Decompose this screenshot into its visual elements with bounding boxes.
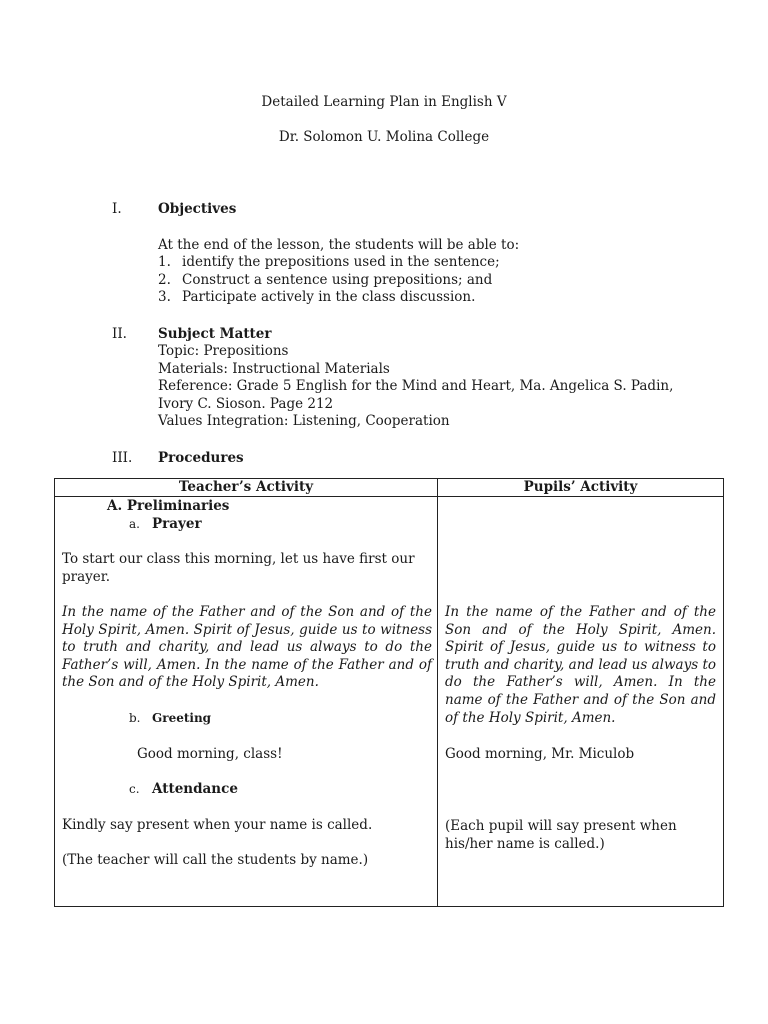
objective-item: 3. Participate actively in the class discussion. <box>158 289 476 306</box>
objective-item: 2. Construct a sentence using prepositions; and <box>158 271 493 288</box>
table-row <box>55 497 724 907</box>
school-name: Dr. Solomon U. Molina College <box>278 129 490 145</box>
preliminaries-heading: A. Preliminaries <box>107 498 230 514</box>
attendance-note: (The teacher will call the students by name.) <box>62 852 369 868</box>
objectives-list <box>158 254 738 307</box>
attendance-label: c. <box>129 782 140 796</box>
teacher-prayer-text: In the name of the Father and of the Son and of the Holy Spirit, Amen. Spirit of Jesus, guide us to witness to truth and charity, and lead us always to do the Father’s will, Amen. In the name of the Father and of the Son and of the Holy Spirit, Amen. <box>62 604 432 691</box>
topic-line: Topic: Prepositions <box>158 343 289 359</box>
subject-matter-heading: Subject Matter <box>158 326 272 342</box>
pupil-attendance-text: (Each pupil will say present when his/her name is called.) <box>445 818 677 852</box>
objectives-numeral: I. <box>112 201 122 217</box>
greeting-text: Good morning, class! <box>137 746 283 762</box>
pupil-greeting-text: Good morning, Mr. Miculob <box>445 746 635 762</box>
attendance-heading: Attendance <box>152 781 238 797</box>
pupils-activity-header: Pupils’ Activity <box>438 479 724 497</box>
reference-line: Reference: Grade 5 English for the Mind and Heart, Ma. Angelica S. Padin, <box>158 378 674 395</box>
prayer-heading: Prayer <box>152 516 202 532</box>
materials-line: Materials: Instructional Materials <box>158 360 390 377</box>
subject-matter-numeral: II. <box>112 326 127 342</box>
pupils-activity-cell <box>438 497 724 907</box>
document-title: Detailed Learning Plan in English V <box>261 94 507 110</box>
subject-matter-body <box>158 343 738 431</box>
objectives-heading: Objectives <box>158 201 237 217</box>
pupil-prayer-text: In the name of the Father and of the Son and of the Holy Spirit, Amen. Spirit of Jesus, guide us to witness to truth and charity, and lead us always to do the Father’s will, Amen. In the name of the Father and of the Son and of the Holy Spirit, Amen. <box>445 604 716 726</box>
procedures-numeral: III. <box>112 450 133 466</box>
table-header-row <box>55 479 724 497</box>
teacher-activity-header: Teacher’s Activity <box>55 479 438 497</box>
values-line: Values Integration: Listening, Cooperation <box>158 413 450 430</box>
procedures-heading: Procedures <box>158 450 244 466</box>
procedures-table <box>54 478 724 907</box>
greeting-heading: Greeting <box>152 711 212 725</box>
attendance-text: Kindly say present when your name is called. <box>62 817 373 833</box>
teacher-activity-cell <box>55 497 438 907</box>
prayer-intro: To start our class this morning, let us have first our prayer. <box>62 551 415 585</box>
greeting-label: b. <box>129 711 141 725</box>
prayer-label: a. <box>129 517 140 531</box>
objective-item: 1. identify the prepositions used in the sentence; <box>158 254 500 270</box>
objectives-intro: At the end of the lesson, the students will be able to: <box>158 237 520 253</box>
reference-line-continued: Ivory C. Sioson. Page 212 <box>158 395 334 412</box>
